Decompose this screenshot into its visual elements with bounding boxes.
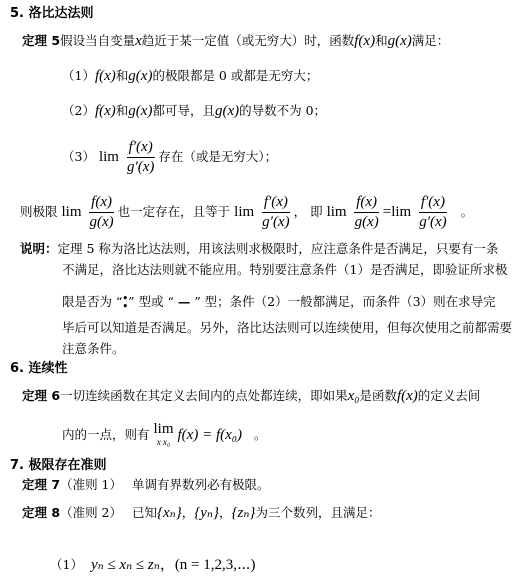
condition-1: （1）f(x)和g(x)的极限都是 0 或都是无穷大； <box>62 68 319 84</box>
theorem-5-statement: 定理 5假设当自变量x趋近于某一定值（或无穷大）时，函数f(x)和g(x)满足： <box>22 33 450 49</box>
squeeze-condition-1: （1） yₙ ≤ xₙ ≤ zₙ，(n = 1,2,3,⋯) <box>50 557 256 573</box>
section-6-heading: 6. 连续性 <box>10 361 68 376</box>
note-line-5: 注意条件。 <box>62 341 125 356</box>
theorem-8-label: 定理 8 <box>22 505 61 520</box>
theorem-8-statement: 定理 8（准则 2） 已知{xₙ}，{yₙ}，{zₙ}为三个数列，且满足： <box>22 505 381 521</box>
fraction-f-over-g: $\frac{f(x)}{g(x)}$ <box>89 194 114 230</box>
note-line-2: 不满足，洛比达法则就不能应用。特别要注意条件（1）是否满足，即验证所求极 <box>62 262 508 277</box>
theorem-5-label: 定理 5 <box>22 33 61 48</box>
zero-over-zero-symbol: • • <box>122 293 129 312</box>
theorem-7-label: 定理 7 <box>22 477 61 492</box>
fraction-fprime-over-gprime: $\frac{f'(x)}{g'(x)}$ <box>126 139 155 175</box>
note-line-1: 说明：定理 5 称为洛比达法则，用该法则求极限时，应注意条件是否满足，只要有一条 <box>20 241 499 256</box>
condition-3: （3） lim $\frac{f'(x)}{g'(x)}$ 存在（或是无穷大）； <box>62 139 278 175</box>
note-line-4: 毕后可以知道是否满足。另外，洛比达法则可以连续使用，但每次使用之前都需要 <box>62 320 513 335</box>
theorem-7-statement: 定理 7（准则 1） 单调有界数列必有极限。 <box>22 477 270 492</box>
note-line-3: 限是否为 “ • • ” 型或 “ — ” 型；条件（2）一般都满足，而条件（3）则在求导完 <box>62 293 496 312</box>
infinity-dash-symbol: — <box>177 294 191 309</box>
theorem-6-label: 定理 6 <box>22 388 61 403</box>
continuity-formula: 内的一点，则有 lim x x₀ f(x) = f(x₀) 。 <box>62 420 267 447</box>
theorem-6-statement: 定理 6一切连续函数在其定义去间内的点处都连续，即如果x₀是函数f(x)的定义去间 <box>22 388 481 404</box>
condition-2: （2）f(x)和g(x)都可导，且g(x)的导数不为 0； <box>62 103 327 119</box>
lhopital-formula: 则极限 lim $\frac{f(x)}{g(x)}$ 也一定存在，且等于 lim $\frac{f'(x)}{g'(x)}$ ， 即 lim $\frac{f(x)}{g(x)}$ =lim $\frac{f'(x)}{g'(x)}$ 。 <box>20 194 474 230</box>
note-label: 说明： <box>20 241 58 256</box>
section-5-heading: 5. 洛比达法则 <box>10 6 94 21</box>
section-7-heading: 7. 极限存在准则 <box>10 458 107 473</box>
